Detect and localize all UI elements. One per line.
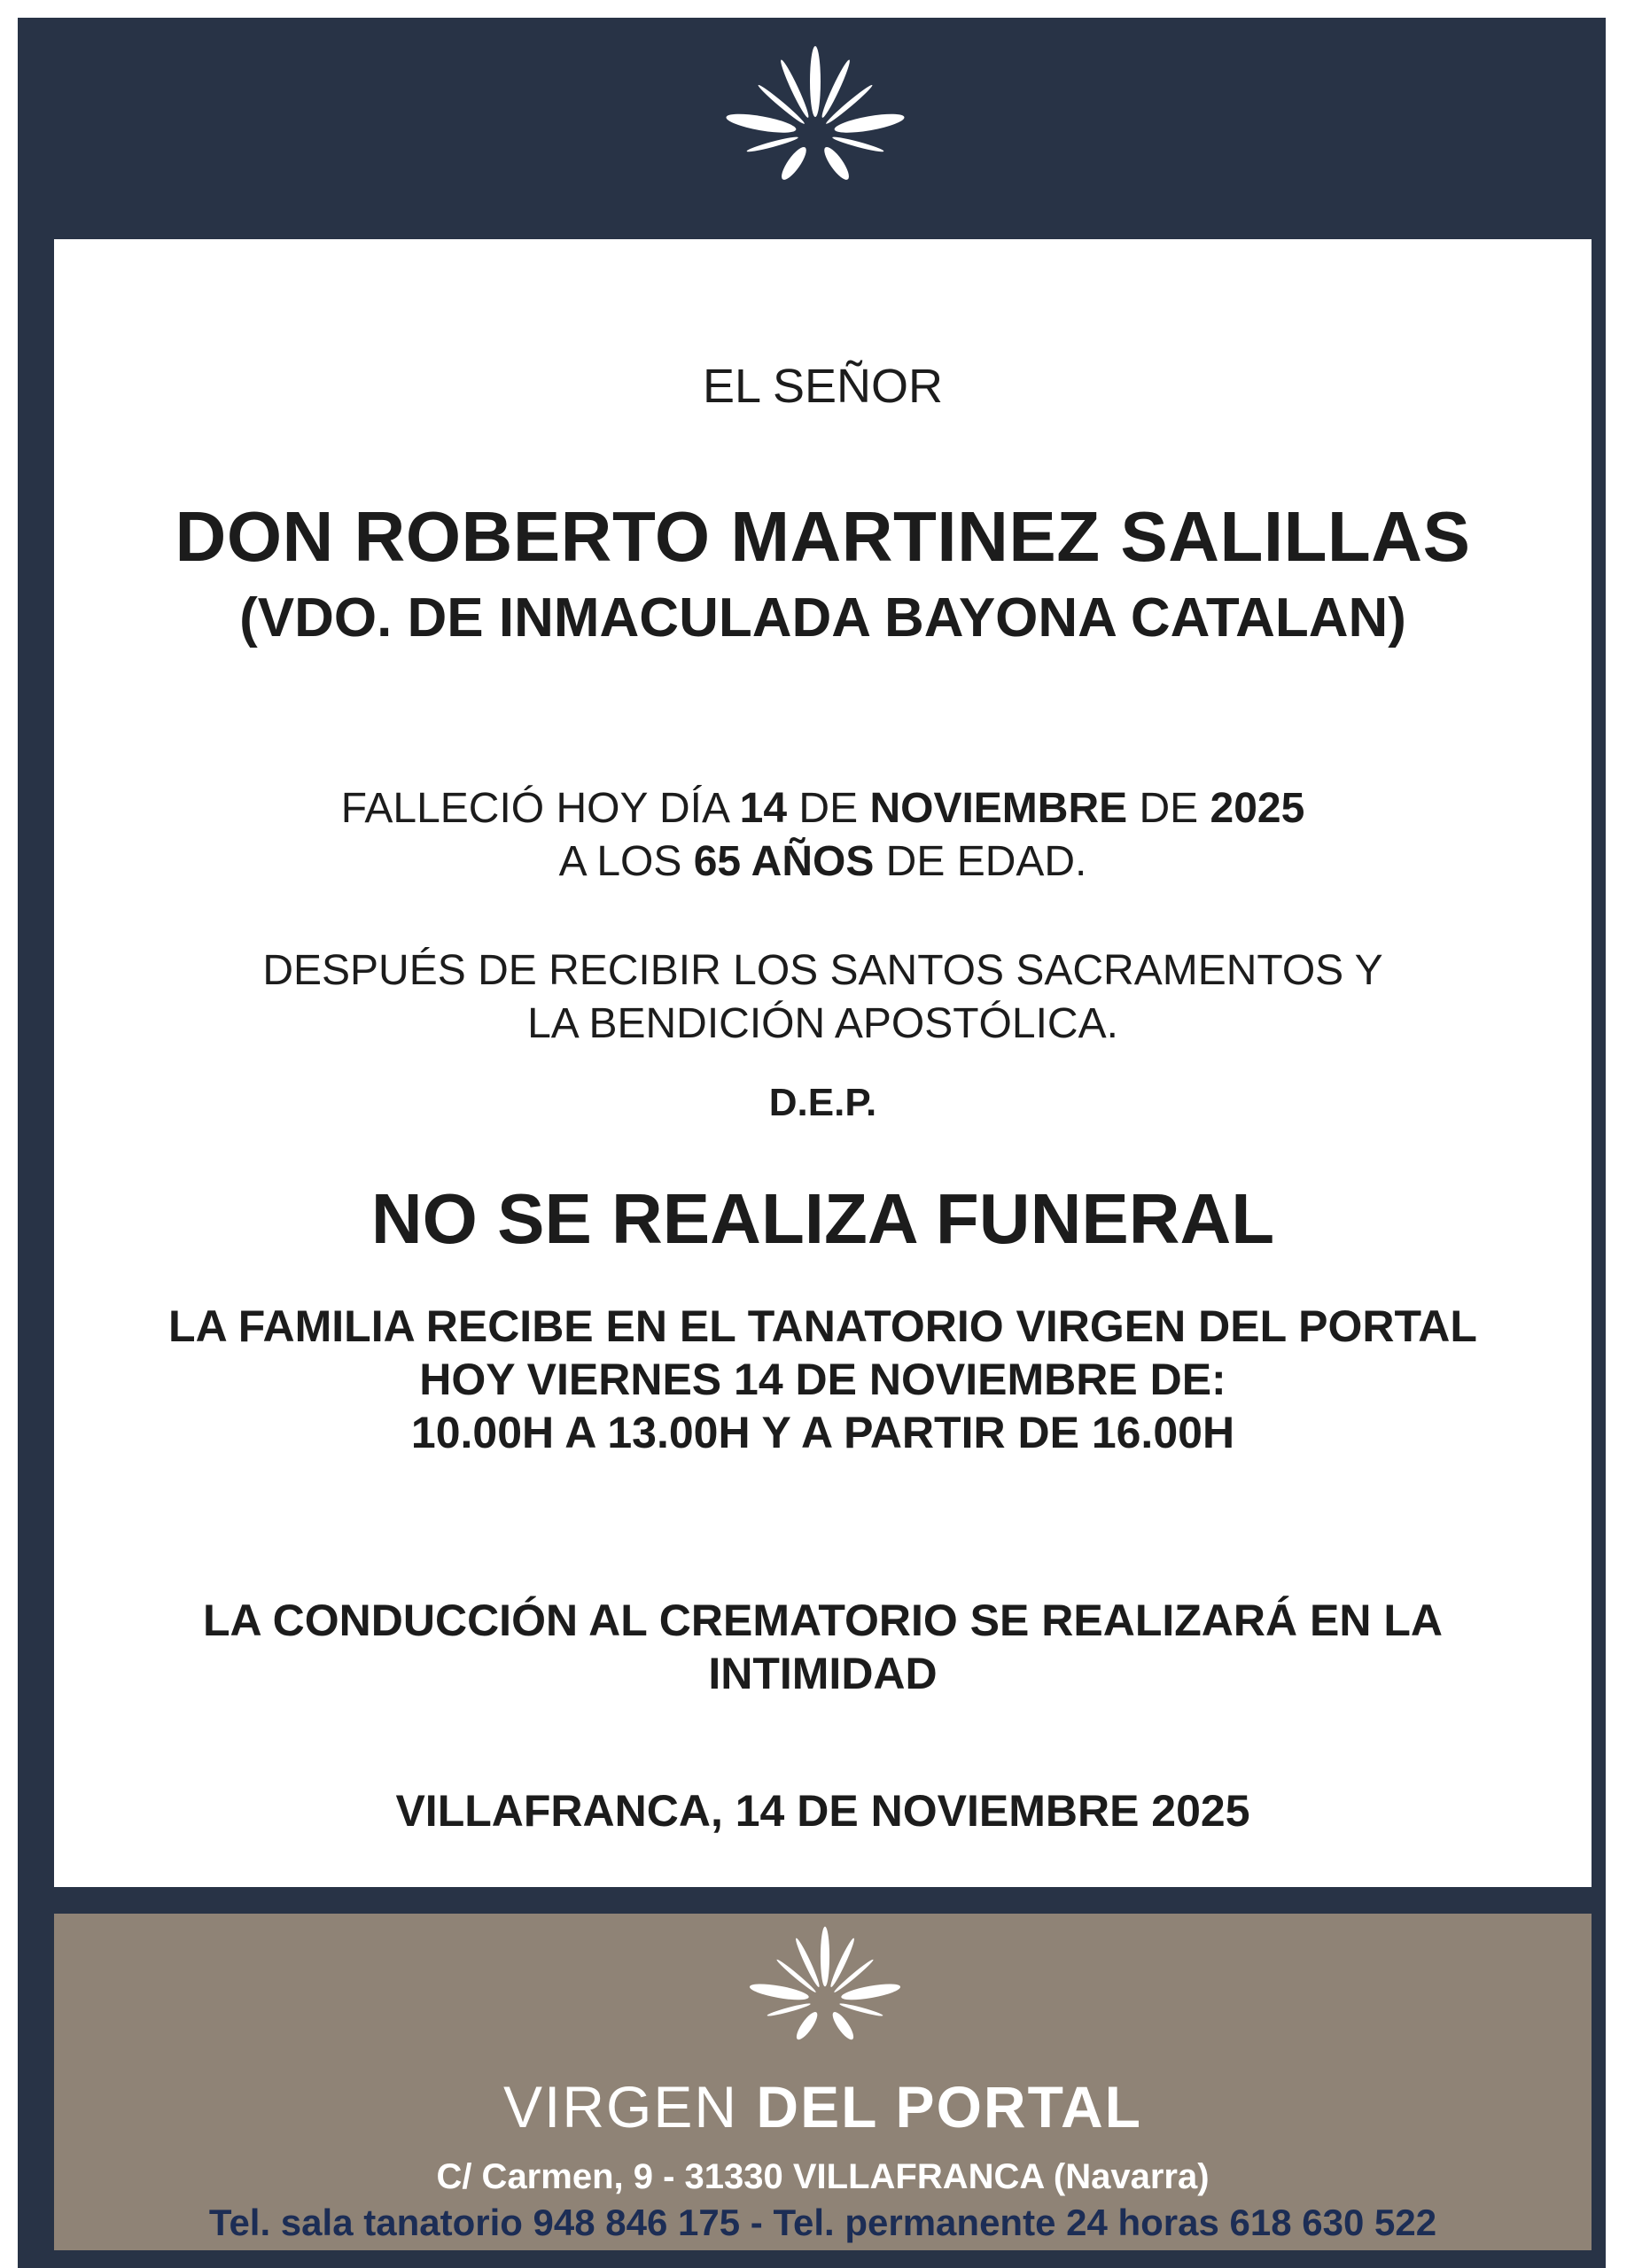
- funeral-home-footer: [54, 1914, 1592, 2250]
- starburst-logo-icon: [728, 1922, 922, 2078]
- notice-frame: [18, 18, 1606, 2268]
- no-funeral-heading: NO SE REALIZA FUNERAL: [370, 1179, 1275, 1258]
- funeral-home-phones: Tel. sala tanatorio 948 846 175 - Tel. permanente 24 horas 618 630 522: [208, 2202, 1437, 2243]
- place-date: VILLAFRANCA, 14 DE NOVIEMBRE 2025: [395, 1786, 1250, 1836]
- starburst-logo-icon: [700, 44, 930, 221]
- family-line-3: 10.00H A 13.00H Y A PARTIR DE 16.00H: [410, 1408, 1235, 1457]
- sacraments-line-2: LA BENDICIÓN APOSTÓLICA.: [527, 1000, 1118, 1047]
- widower-of: (VDO. DE INMACULADA BAYONA CATALAN): [239, 587, 1406, 649]
- deceased-name: DON ROBERTO MARTINEZ SALILLAS: [175, 497, 1471, 576]
- funeral-home-address: C/ Carmen, 9 - 31330 VILLAFRANCA (Navarra): [436, 2157, 1210, 2196]
- cremation-line-2: INTIMIDAD: [708, 1649, 938, 1698]
- funeral-home-name: VIRGEN DEL PORTAL: [503, 2074, 1142, 2140]
- cremation-line-1: LA CONDUCCIÓN AL CREMATORIO SE REALIZARÁ EN LA: [202, 1596, 1444, 1645]
- family-line-1: LA FAMILIA RECIBE EN EL TANATORIO VIRGEN DEL PORTAL: [168, 1301, 1477, 1351]
- honorific: EL SEÑOR: [702, 360, 944, 413]
- family-line-2: HOY VIERNES 14 DE NOVIEMBRE DE:: [419, 1355, 1226, 1404]
- sacraments-line-1: DESPUÉS DE RECIBIR LOS SANTOS SACRAMENTOS Y: [262, 947, 1383, 994]
- age-line: A LOS 65 AÑOS DE EDAD.: [558, 838, 1087, 885]
- obituary-content: [54, 239, 1592, 1887]
- rip-text: D.E.P.: [768, 1081, 877, 1124]
- death-date-line: FALLECIÓ HOY DÍA 14 DE NOVIEMBRE DE 2025: [340, 785, 1305, 832]
